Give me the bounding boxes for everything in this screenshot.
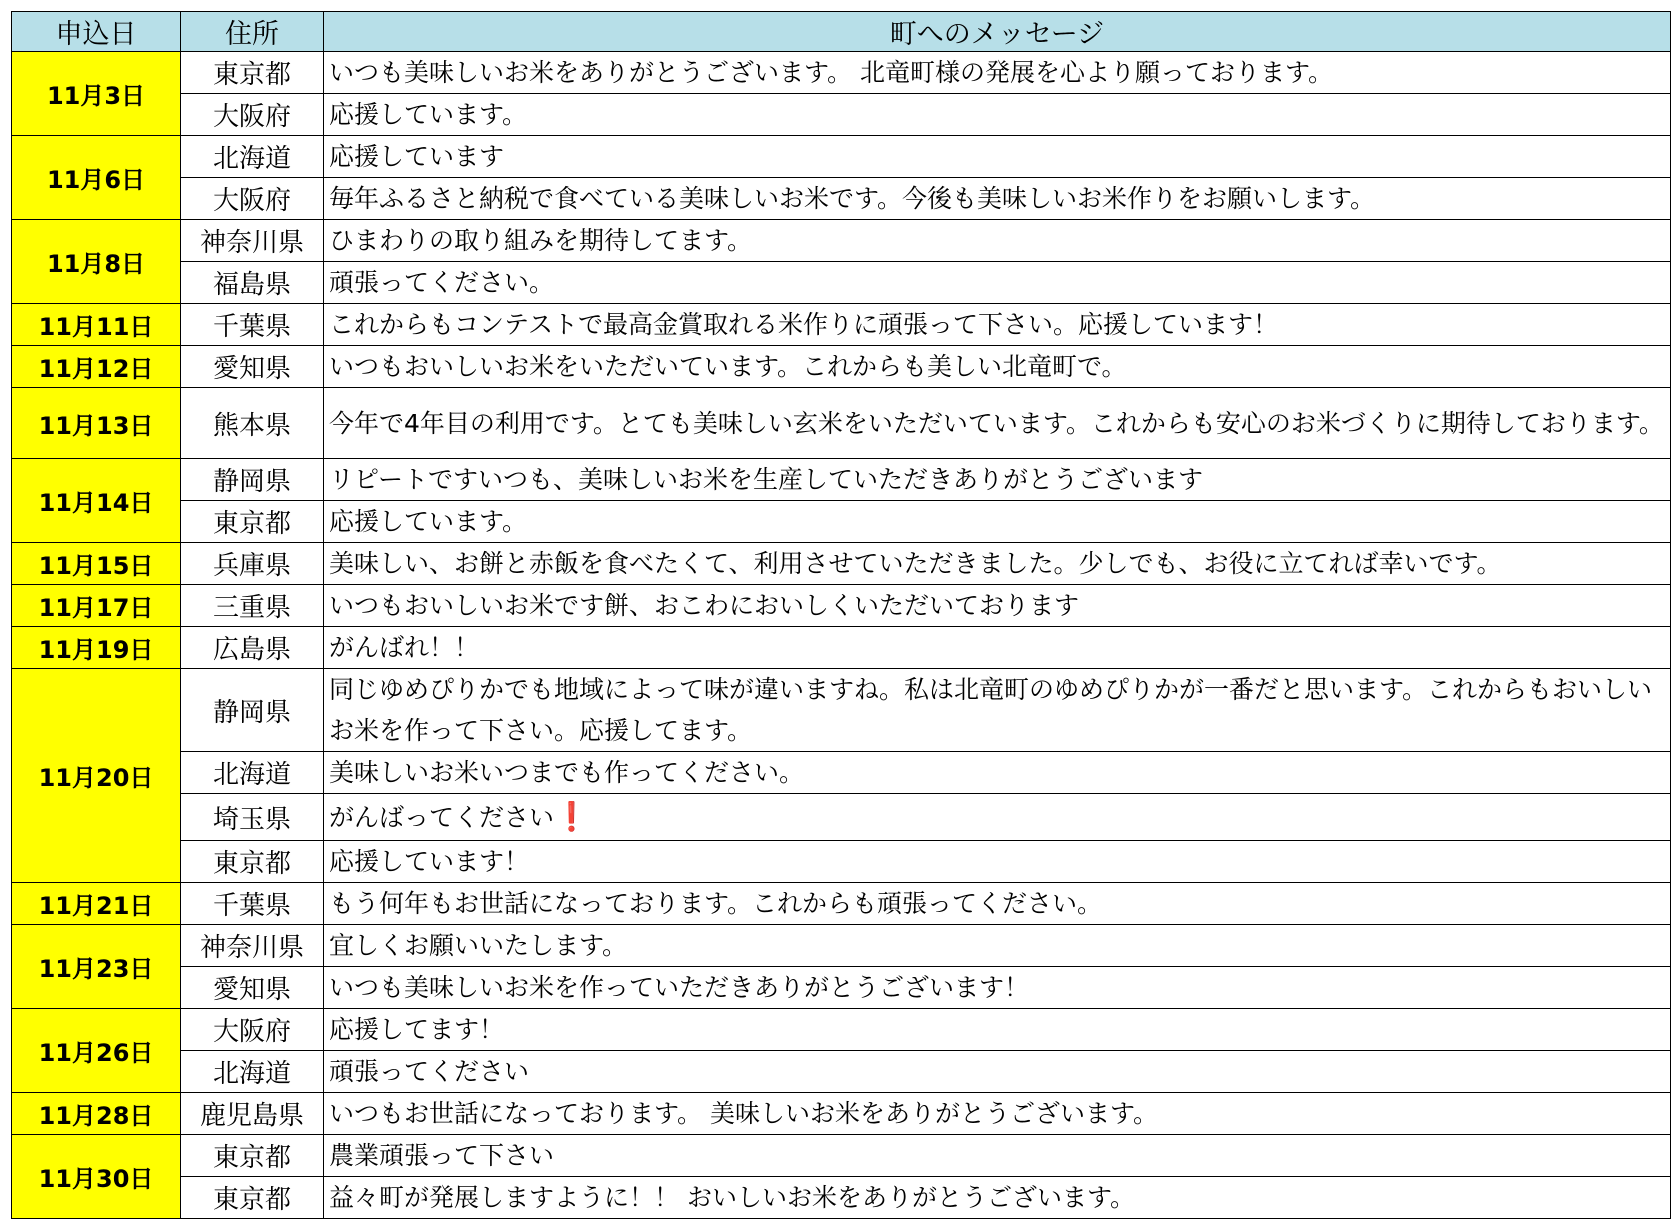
date-cell: 11月21日 <box>12 883 181 925</box>
address-cell: 大阪府 <box>181 1009 324 1051</box>
message-cell <box>324 1093 1671 1135</box>
message-cell <box>324 883 1671 925</box>
date-cell: 11月28日 <box>12 1093 181 1135</box>
message-cell <box>324 627 1671 669</box>
message-cell <box>324 585 1671 627</box>
message-text: 今年で4年目の利用です。とても美味しい玄米をいただいています。これからも安心のお米づくりに期待しております。 <box>329 408 1664 438</box>
message-cell <box>324 669 1671 752</box>
date-cell: 11月13日 <box>12 388 181 459</box>
address-cell: 北海道 <box>181 1051 324 1093</box>
message-text: いつもおいしいお米です餅、おこわにおいしくいただいております <box>329 591 1080 620</box>
address-cell: 東京都 <box>181 501 324 543</box>
message-text: 美味しい、お餅と赤飯を食べたくて、利用させていただきました。少しでも、お役に立てれば幸いです。 <box>329 549 1502 578</box>
address-cell: 東京都 <box>181 841 324 883</box>
address-cell: 千葉県 <box>181 883 324 925</box>
message-text: がんばってください <box>329 803 555 832</box>
header-address: 住所 <box>181 12 324 52</box>
table-row <box>12 501 1671 543</box>
message-cell <box>324 1177 1671 1219</box>
table-row <box>12 304 1671 346</box>
table-row <box>12 925 1671 967</box>
table-row <box>12 841 1671 883</box>
message-text: ひまわりの取り組みを期待してます。 <box>329 226 753 255</box>
exclamation-icon: ❗ <box>554 800 589 833</box>
table-row <box>12 543 1671 585</box>
date-cell: 11月11日 <box>12 304 181 346</box>
message-cell <box>324 346 1671 388</box>
table-row <box>12 220 1671 262</box>
table-row <box>12 627 1671 669</box>
table-row <box>12 136 1671 178</box>
message-sheet <box>11 11 1671 1219</box>
address-cell: 福島県 <box>181 262 324 304</box>
table-row <box>12 1009 1671 1051</box>
message-text: 応援しています。 <box>329 507 528 536</box>
date-cell: 11月12日 <box>12 346 181 388</box>
message-cell <box>324 52 1671 94</box>
date-cell: 11月30日 <box>12 1135 181 1219</box>
date-cell: 11月26日 <box>12 1009 181 1093</box>
date-cell: 11月19日 <box>12 627 181 669</box>
table-row <box>12 1135 1671 1177</box>
address-cell: 愛知県 <box>181 967 324 1009</box>
message-text: もう何年もお世話になっております。これからも頑張ってください。 <box>329 889 1103 918</box>
header-date: 申込日 <box>12 12 181 52</box>
message-cell <box>324 967 1671 1009</box>
date-cell: 11月15日 <box>12 543 181 585</box>
message-cell <box>324 262 1671 304</box>
message-text: いつも美味しいお米を作っていただきありがとうございます！ <box>329 973 1030 1002</box>
message-cell <box>324 841 1671 883</box>
table-row <box>12 752 1671 794</box>
message-cell <box>324 459 1671 501</box>
table-row <box>12 883 1671 925</box>
message-cell <box>324 794 1671 841</box>
message-text: いつもおいしいお米をいただいています。これからも美しい北竜町で。 <box>329 352 1127 381</box>
table-row <box>12 669 1671 752</box>
table-row <box>12 262 1671 304</box>
table-body <box>12 52 1671 1219</box>
table-row <box>12 388 1671 459</box>
address-cell: 広島県 <box>181 627 324 669</box>
address-cell: 大阪府 <box>181 94 324 136</box>
message-text: 頑張ってください <box>329 1057 530 1086</box>
table-row <box>12 794 1671 841</box>
message-text: 宜しくお願いいたします。 <box>329 931 628 960</box>
address-cell: 東京都 <box>181 1135 324 1177</box>
table-row <box>12 52 1671 94</box>
message-text: いつも美味しいお米をありがとうございます。 北竜町様の発展を心より願っております。 <box>329 58 1333 87</box>
table-row <box>12 585 1671 627</box>
message-text: いつもお世話になっております。 美味しいお米をありがとうございます。 <box>329 1099 1158 1128</box>
address-cell: 東京都 <box>181 1177 324 1219</box>
message-text: がんばれ！！ <box>329 633 480 662</box>
message-text: リピートですいつも、美味しいお米を生産していただきありがとうございます <box>329 465 1204 494</box>
table-row <box>12 967 1671 1009</box>
message-cell <box>324 94 1671 136</box>
message-text: 頑張ってください。 <box>329 268 555 297</box>
address-cell: 静岡県 <box>181 459 324 501</box>
message-cell <box>324 1135 1671 1177</box>
address-cell: 埼玉県 <box>181 794 324 841</box>
date-cell: 11月20日 <box>12 669 181 883</box>
message-cell <box>324 752 1671 794</box>
date-cell: 11月14日 <box>12 459 181 543</box>
date-cell: 11月8日 <box>12 220 181 304</box>
message-text: 応援しています！ <box>329 847 530 876</box>
address-cell: 東京都 <box>181 52 324 94</box>
address-cell: 大阪府 <box>181 178 324 220</box>
date-cell: 11月23日 <box>12 925 181 1009</box>
table-row <box>12 1093 1671 1135</box>
date-cell: 11月17日 <box>12 585 181 627</box>
messages-table <box>11 11 1671 1219</box>
address-cell: 鹿児島県 <box>181 1093 324 1135</box>
message-cell <box>324 1051 1671 1093</box>
table-row <box>12 459 1671 501</box>
address-cell: 千葉県 <box>181 304 324 346</box>
address-cell: 静岡県 <box>181 669 324 752</box>
message-text: 応援しています <box>329 142 505 171</box>
message-text: これからもコンテストで最高金賞取れる米作りに頑張って下さい。応援しています！ <box>329 310 1279 339</box>
message-cell <box>324 1009 1671 1051</box>
table-row <box>12 1177 1671 1219</box>
message-text: 応援してます！ <box>329 1015 505 1044</box>
date-cell: 11月6日 <box>12 136 181 220</box>
table-row <box>12 1051 1671 1093</box>
address-cell: 愛知県 <box>181 346 324 388</box>
message-cell <box>324 178 1671 220</box>
address-cell: 三重県 <box>181 585 324 627</box>
message-text: 同じゆめぴりかでも地域によって味が違いますね。私は北竜町のゆめぴりかが一番だと思います。これからもおいしいお米を作って下さい。応援してます。 <box>329 675 1653 745</box>
message-text: 益々町が発展しますように！！ おいしいお米をありがとうございます。 <box>329 1183 1135 1212</box>
message-text: 農業頑張って下さい <box>329 1141 555 1170</box>
address-cell: 熊本県 <box>181 388 324 459</box>
header-row <box>12 12 1671 52</box>
address-cell: 北海道 <box>181 752 324 794</box>
message-cell <box>324 501 1671 543</box>
address-cell: 北海道 <box>181 136 324 178</box>
header-message: 町へのメッセージ <box>324 12 1671 52</box>
message-text: 毎年ふるさと納税で食べている美味しいお米です。今後も美味しいお米作りをお願いします。 <box>329 184 1376 213</box>
message-text: 応援しています。 <box>329 100 528 129</box>
address-cell: 神奈川県 <box>181 220 324 262</box>
message-text: 美味しいお米いつまでも作ってください。 <box>329 758 805 787</box>
message-cell <box>324 388 1671 459</box>
date-cell: 11月3日 <box>12 52 181 136</box>
table-row <box>12 94 1671 136</box>
table-row <box>12 346 1671 388</box>
message-cell <box>324 304 1671 346</box>
address-cell: 兵庫県 <box>181 543 324 585</box>
message-cell <box>324 543 1671 585</box>
table-row <box>12 178 1671 220</box>
message-cell <box>324 136 1671 178</box>
message-cell <box>324 925 1671 967</box>
address-cell: 神奈川県 <box>181 925 324 967</box>
message-cell <box>324 220 1671 262</box>
